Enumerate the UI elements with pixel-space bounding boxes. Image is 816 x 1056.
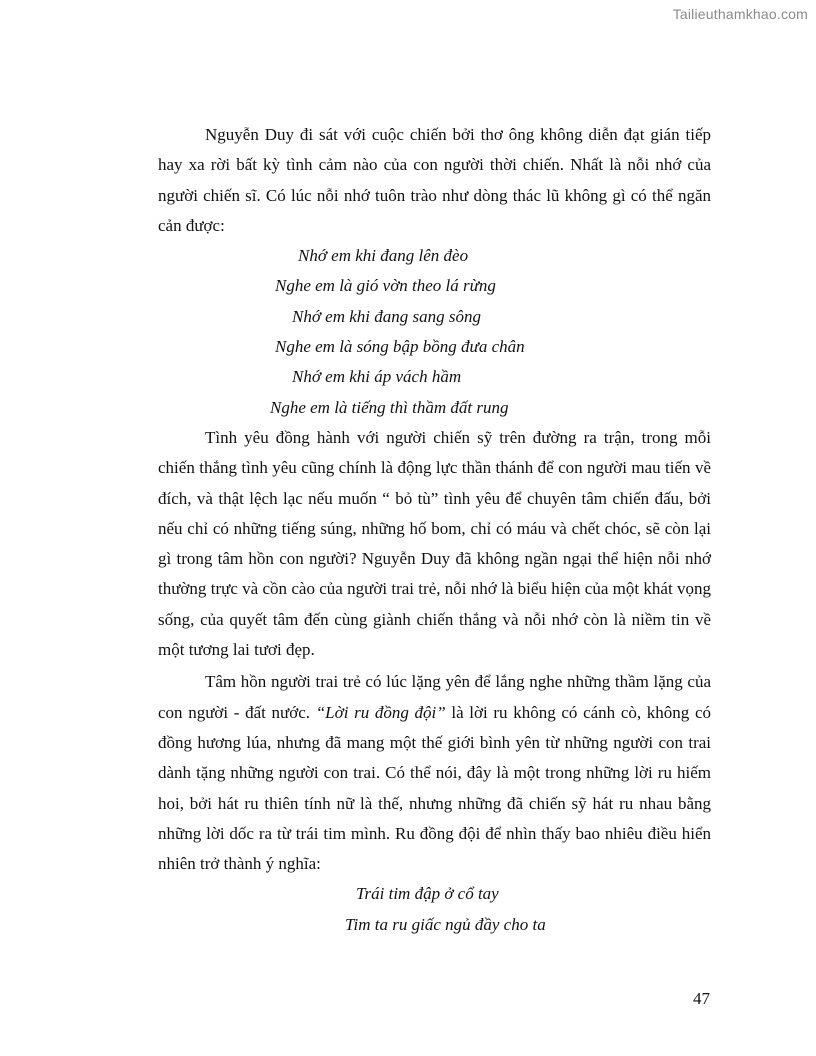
- document-body: [158, 120, 711, 940]
- page-number: 47: [693, 989, 710, 1008]
- poem-line: Tim ta ru giấc ngủ đầy cho ta: [345, 914, 546, 934]
- paragraph-1: Nguyễn Duy đi sát với cuộc chiến bởi thơ ông không diễn đạt gián tiếp hay xa rời bất kỳ tình cảm nào của con người thời chiến. Nhất là nỗi nhớ của người chiến sĩ. Có lúc nỗi nhớ tuôn trào như dòng thác lũ không gì có thể ngăn cản được:: [158, 125, 711, 235]
- paragraph-2: Tình yêu đồng hành với người chiến sỹ trên đường ra trận, trong mỗi chiến thắng tình yêu cũng chính là động lực thần thánh để con người mau tiến về đích, và thật lệch lạc nếu muốn “ bỏ tù” tình yêu để chuyên tâm chiến đấu, bởi nếu chỉ có những tiếng súng, những hố bom, chỉ có máu và chết chóc, sẽ còn lại gì trong tâm hồn con người? Nguyễn Duy đã không ngần ngại thể hiện nỗi nhớ thường trực và cồn cào của người trai trẻ, nỗi nhớ là biểu hiện của một khát vọng sống, của quyết tâm đến cùng giành chiến thắng và nỗi nhớ còn là niềm tin về một tương lai tươi đẹp.: [158, 427, 711, 660]
- paragraph-3-lead: Tâm hồn người trai trẻ có lúc lặng yên để lắng nghe những thầm lặng của con người - đất nước.: [158, 672, 711, 722]
- poem-line: Nghe em là sóng bập bồng đưa chân: [275, 337, 525, 357]
- poem-excerpt-2: [158, 879, 711, 940]
- paragraph-3: [158, 667, 711, 879]
- poem-excerpt-1: [158, 241, 711, 423]
- paragraph-3-rest: là lời ru không có cánh cò, không có đồng hương lúa, nhưng đã mang một thế giới bình yên từ những người con trai dành tặng những người con trai. Có thể nói, đây là một trong những lời ru hiếm hoi, bởi hát ru thiên tính nữ là thế, nhưng những đã chiến sỹ hát ru nhau bằng những lời dốc ra từ trái tim mình. Ru đồng đội để nhìn thấy bao nhiêu điều hiển nhiên trở thành ý nghĩa:: [158, 702, 712, 874]
- poem-title: “Lời ru đồng đội”: [315, 702, 446, 722]
- poem-line: Nghe em là tiếng thì thầm đất rung: [270, 397, 509, 417]
- poem-line: Nhớ em khi áp vách hầm: [292, 367, 462, 387]
- poem-line: Nhớ em khi đang lên đèo: [298, 246, 469, 266]
- poem-line: Nghe em là gió vờn theo lá rừng: [275, 276, 496, 296]
- watermark: Tailieuthamkhao.com: [672, 6, 808, 22]
- poem-line: Nhớ em khi đang sang sông: [292, 306, 481, 326]
- poem-line: Trái tim đập ở cổ tay: [356, 884, 499, 904]
